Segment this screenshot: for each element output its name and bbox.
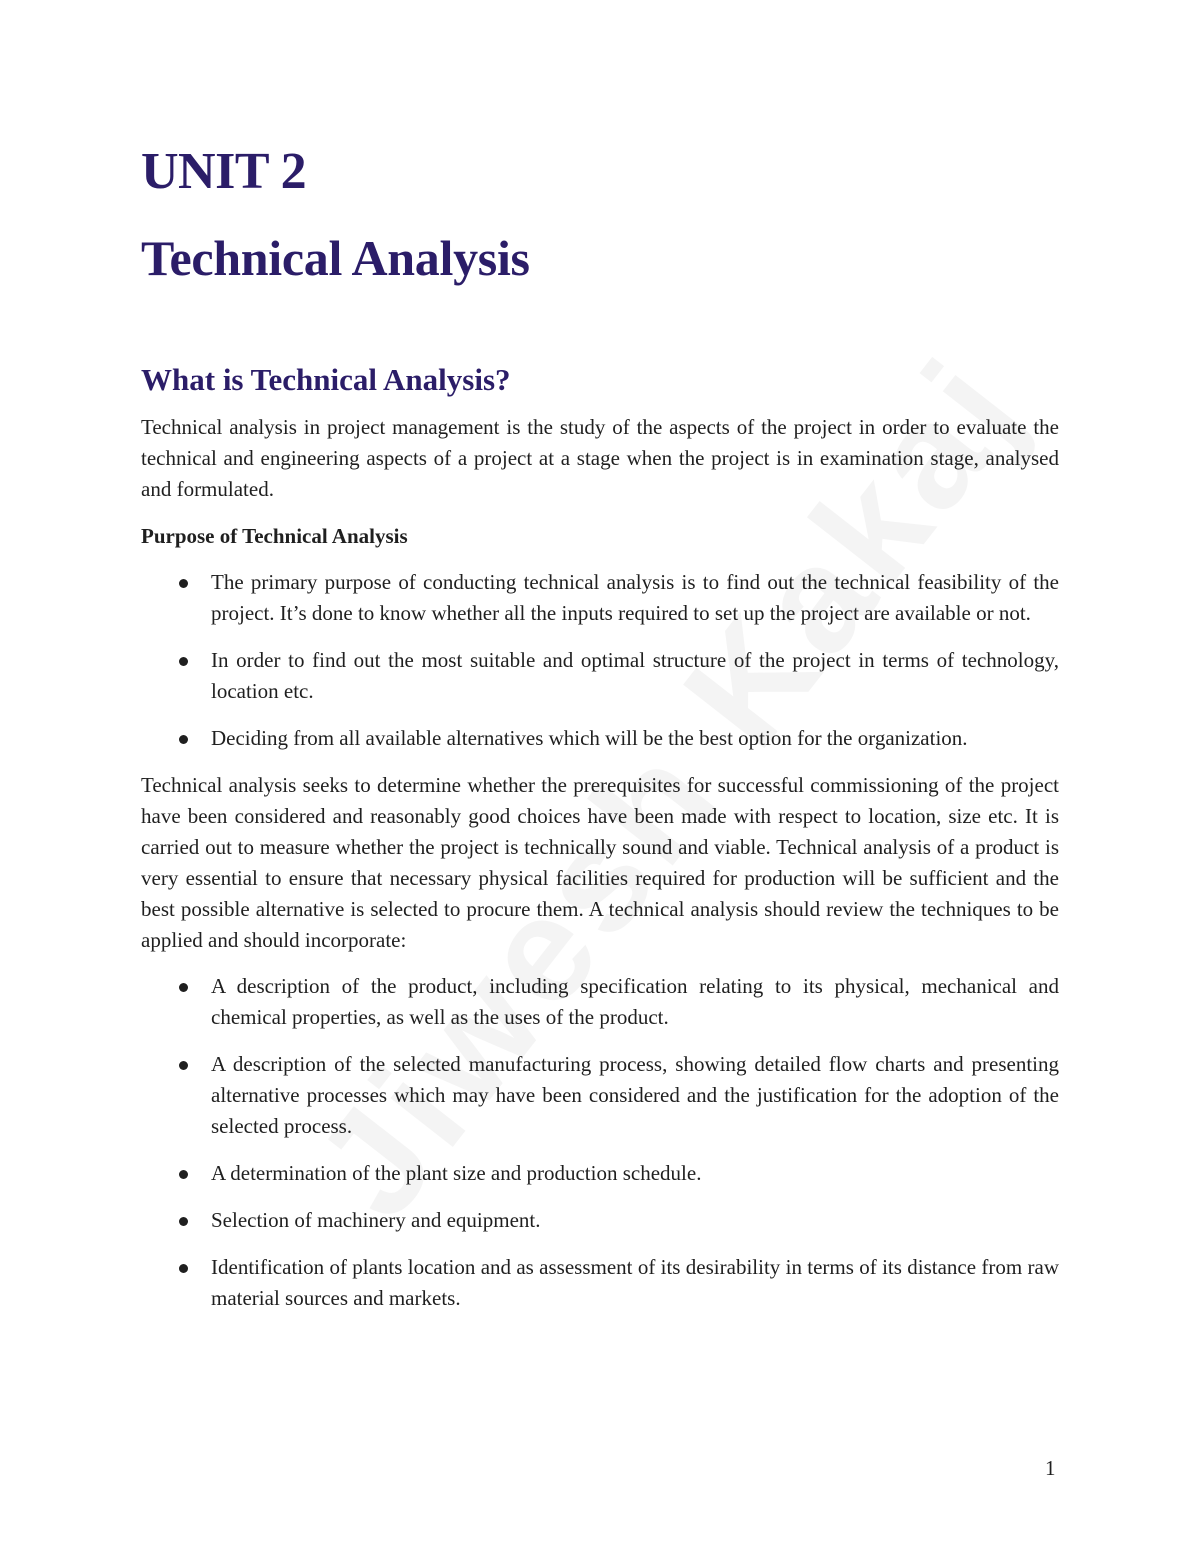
list-item	[141, 723, 1059, 754]
bullet-icon	[179, 579, 188, 588]
list-item-text: Identification of plants location and as assessment of its desirability in terms of its distance from raw material sources and markets.	[211, 1255, 1059, 1310]
purpose-heading: Purpose of Technical Analysis	[141, 524, 408, 548]
incorporate-list	[141, 971, 1059, 1314]
page-title: Technical Analysis	[141, 230, 530, 286]
bullet-icon	[179, 657, 188, 666]
second-paragraph: Technical analysis seeks to determine whether the prerequisites for successful commissioning of the project have been considered and reasonably good choices have been made with respect to location, size etc. It is carried out to measure whether the project is technically sound and viable. Technical analysis of a product is very essential to ensure that necessary physical facilities required for production will be sufficient and the best possible alternative is selected to procure them. A technical analysis should review the techniques to be applied and should incorporate:	[141, 773, 1059, 952]
list-item-text: A description of the product, including specification relating to its physical, mechanical and chemical properties, as well as the uses of the product.	[211, 974, 1059, 1029]
list-item-text: A description of the selected manufacturing process, showing detailed flow charts and presenting alternative processes which may have been considered and the justification for the adoption of the selected process.	[211, 1052, 1059, 1138]
page-number: 1	[1045, 1456, 1056, 1480]
list-item	[141, 645, 1059, 707]
purpose-list	[141, 567, 1059, 754]
list-item	[141, 1205, 1059, 1236]
intro-paragraph: Technical analysis in project management is the study of the aspects of the project in order to evaluate the technical and engineering aspects of a project at a stage when the project is in examination stage, analysed and formulated.	[141, 415, 1059, 501]
list-item	[141, 1252, 1059, 1314]
section-heading: What is Technical Analysis?	[141, 362, 511, 397]
list-item-text: Selection of machinery and equipment.	[211, 1208, 541, 1232]
list-item	[141, 1158, 1059, 1189]
unit-title: UNIT 2	[141, 143, 307, 200]
list-item-text: The primary purpose of conducting technical analysis is to find out the technical feasibility of the project. It’s done to know whether all the inputs required to set up the project are available or not.	[211, 570, 1059, 625]
list-item-text: Deciding from all available alternatives which will be the best option for the organization.	[211, 726, 968, 750]
list-item	[141, 971, 1059, 1033]
list-item	[141, 567, 1059, 629]
list-item-text: A determination of the plant size and production schedule.	[211, 1161, 702, 1185]
bullet-icon	[179, 1264, 188, 1273]
bullet-icon	[179, 1217, 188, 1226]
bullet-icon	[179, 735, 188, 744]
list-item-text: In order to find out the most suitable and optimal structure of the project in terms of technology, location etc.	[211, 648, 1059, 703]
list-item	[141, 1049, 1059, 1142]
bullet-icon	[179, 983, 188, 992]
bullet-icon	[179, 1170, 188, 1179]
page-content	[141, 140, 1059, 1330]
bullet-icon	[179, 1061, 188, 1070]
